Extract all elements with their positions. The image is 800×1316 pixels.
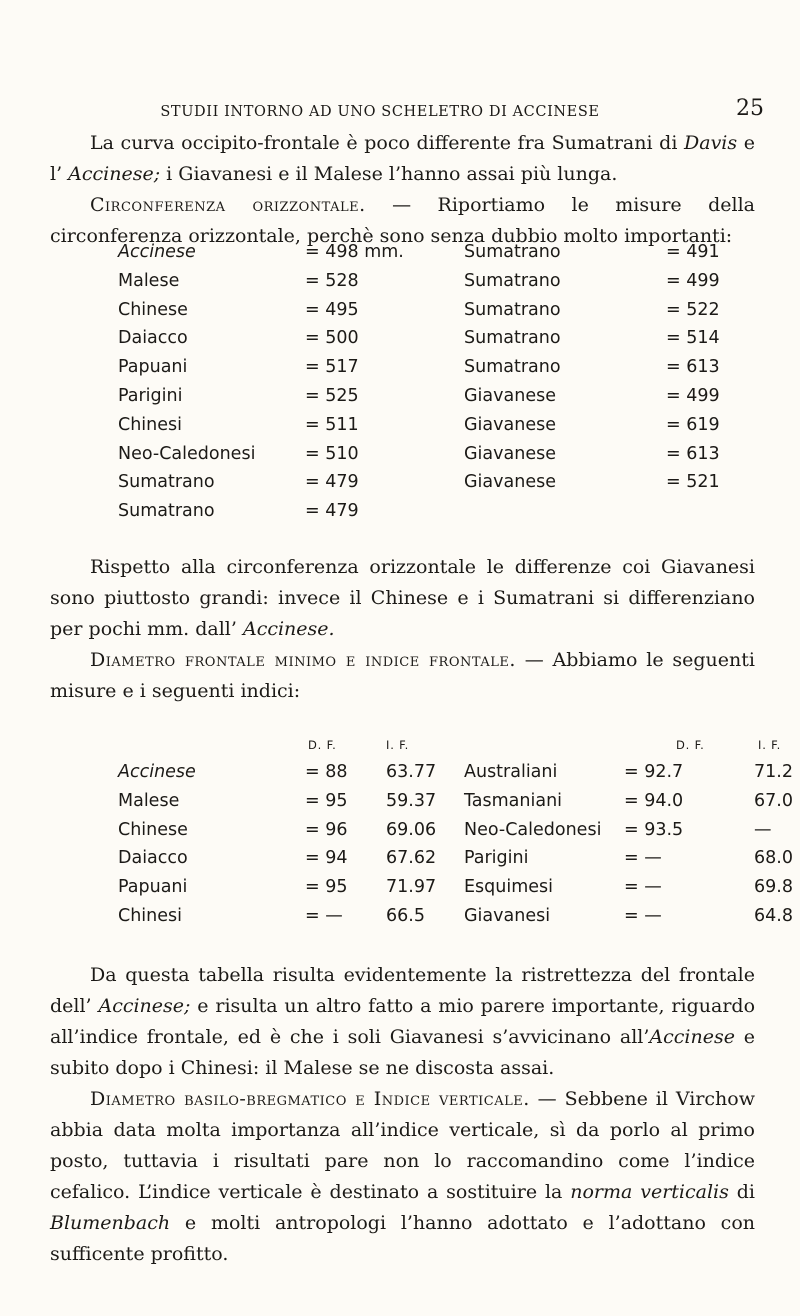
middle-paragraph (50, 552, 755, 645)
text-run: Accinese. (242, 618, 335, 640)
text-run: La curva occipito-frontale è poco differente fra Sumatrani di (90, 132, 685, 154)
measure-value: = 613 (666, 443, 720, 464)
section-paragraph (50, 645, 755, 707)
text-run: Rispetto alla circonferenza orizzontale le differenze coi Giavanesi sono piuttosto grandi: invece il Chinese e i Sumatrani si differenziano per pochi mm. dall’ (50, 556, 755, 640)
group-name: Daiacco (118, 848, 188, 869)
text-run: e molti antropologi l’hanno adottato e l’adottano con sufficente profitto. (50, 1212, 755, 1265)
group-name: Sumatrano (464, 242, 561, 262)
group-name: Daiacco (118, 328, 188, 349)
column-header-df: D. F. (676, 738, 705, 752)
text-run: — Abbiamo le seguenti misure e i seguenti indici: (50, 649, 755, 702)
group-name: Parigini (118, 386, 183, 406)
text-run: Davis (684, 132, 738, 154)
section-heading: Diametro basilo-bregmatico e Indice verticale. (90, 1088, 530, 1110)
group-name: Giavanese (464, 472, 556, 493)
table-row (118, 415, 798, 443)
frontal-diameter: = 95 (305, 877, 348, 898)
text-run: Accinese; (68, 163, 161, 185)
frontal-index: 67.0 (754, 790, 793, 811)
group-name: Giavanese (464, 443, 556, 464)
frontal-index: 63.77 (386, 762, 437, 782)
measure-value: = 521 (666, 472, 720, 493)
table-row (118, 328, 798, 356)
table-row (118, 300, 798, 328)
group-name: Sumatrano (118, 501, 215, 522)
measure-value: = 498 mm. (305, 242, 404, 262)
group-name: Papuani (118, 357, 188, 378)
text-run: Accinese (649, 1026, 735, 1048)
frontal-index: 67.62 (386, 848, 437, 869)
table-row (118, 877, 798, 905)
group-name: Tasmaniani (464, 790, 563, 811)
closing-paragraph (50, 960, 755, 1084)
table-row (118, 444, 798, 472)
group-name: Malese (118, 270, 180, 291)
measure-value: = 522 (666, 299, 720, 320)
frontal-diameter: = — (305, 906, 343, 926)
group-name: Sumatrano (464, 357, 561, 378)
group-name: Accinese (118, 242, 196, 262)
group-name: Parigini (464, 848, 529, 869)
table-row (118, 386, 798, 414)
frontal-diameter: = — (624, 848, 662, 869)
text-run: — Riportiamo le misure della circonferenza orizzontale, perchè sono senza dubbio molto importanti: (50, 194, 755, 247)
measure-value: = 479 (305, 472, 359, 493)
text-run: e risulta un altro fatto a mio parere importante, riguardo all’indice frontale, ed è che i soli Giavanesi s’avvicinano all’ (50, 995, 756, 1048)
text-run: e l’ (50, 132, 755, 185)
text-run: di (728, 1181, 756, 1203)
frontal-diameter: = 88 (305, 762, 348, 782)
table-row (118, 472, 798, 500)
middle-paragraphs (50, 552, 755, 707)
text-run: e subito dopo i Chinesi: il Malese se ne discosta assai. (50, 1026, 755, 1079)
measure-value: = 517 (305, 357, 359, 378)
frontal-index: 68.0 (754, 848, 793, 869)
table-row (118, 791, 798, 819)
table-row (118, 906, 798, 934)
group-name: Australiani (464, 762, 558, 782)
frontal-diameter: = 94 (305, 848, 348, 869)
table-row (118, 357, 798, 385)
frontal-diameter: = 93.5 (624, 819, 684, 840)
table-row (118, 820, 798, 848)
table-row (118, 271, 798, 299)
section-heading: Diametro frontale minimo e indice frontale. (90, 649, 516, 671)
frontal-index: 59.37 (386, 790, 437, 811)
group-name: Giavanese (464, 386, 556, 406)
frontal-index: 69.8 (754, 877, 793, 898)
measure-value: = 613 (666, 357, 720, 378)
measure-value: = 511 (305, 414, 359, 435)
group-name: Giavanese (464, 414, 556, 435)
column-header-if: I. F. (758, 738, 782, 752)
group-name: Accinese (118, 762, 196, 782)
intro-paragraph (50, 128, 755, 190)
table-row (118, 762, 798, 790)
measure-value: = 499 (666, 270, 720, 291)
group-name: Sumatrano (464, 270, 561, 291)
frontal-index: 71.2 (754, 762, 793, 782)
group-name: Malese (118, 790, 180, 811)
frontal-diameter: = 92.7 (624, 762, 684, 782)
group-name: Neo-Caledonesi (464, 819, 602, 840)
closing-paragraphs (50, 960, 755, 1270)
measure-value: = 500 (305, 328, 359, 349)
measure-value: = 479 (305, 501, 359, 522)
intro-paragraphs (50, 128, 755, 252)
text-run: norma verticalis (570, 1181, 729, 1203)
group-name: Chinese (118, 819, 188, 840)
table-row (118, 242, 798, 270)
measure-value: = 499 (666, 386, 720, 406)
text-run: Accinese; (98, 995, 191, 1017)
table-row (118, 848, 798, 876)
column-header-df: D. F. (308, 738, 337, 752)
group-name: Chinese (118, 299, 188, 320)
frontal-index: 66.5 (386, 906, 425, 926)
group-name: Chinesi (118, 414, 183, 435)
table-row (118, 501, 798, 529)
text-run: — Sebbene il Virchow abbia data molta importanza all’indice verticale, sì da porlo al primo posto, tuttavia i risultati pare non lo raccomandino come l’indice cefalico. L’indice verticale è destinato a sostituire la (50, 1088, 755, 1203)
running-title: STUDII INTORNO AD UNO SCHELETRO DI ACCINESE (160, 104, 600, 120)
frontal-index: 64.8 (754, 906, 793, 926)
measure-value: = 619 (666, 414, 720, 435)
frontal-diameter: = 96 (305, 819, 348, 840)
measure-value: = 525 (305, 386, 359, 406)
group-name: Papuani (118, 877, 188, 898)
group-name: Esquimesi (464, 877, 554, 898)
frontal-index: 71.97 (386, 877, 437, 898)
frontal-diameter: = — (624, 877, 662, 898)
section-heading: Circonferenza orizzontale. (90, 194, 366, 216)
measure-value: = 510 (305, 443, 359, 464)
group-name: Neo-Caledonesi (118, 443, 256, 464)
measure-value: = 528 (305, 270, 359, 291)
frontal-diameter: = — (624, 906, 662, 926)
group-name: Giavanesi (464, 906, 551, 926)
group-name: Sumatrano (464, 328, 561, 349)
measure-value: = 514 (666, 328, 720, 349)
frontal-index: — (754, 819, 772, 840)
frontal-diameter: = 95 (305, 790, 348, 811)
text-run: Blumenbach (50, 1212, 171, 1234)
group-name: Sumatrano (464, 299, 561, 320)
frontal-diameter: = 94.0 (624, 790, 684, 811)
group-name: Sumatrano (118, 472, 215, 493)
section-paragraph (50, 1084, 755, 1270)
group-name: Chinesi (118, 906, 183, 926)
measure-value: = 491 (666, 242, 720, 262)
measure-value: = 495 (305, 299, 359, 320)
page-number: 25 (736, 96, 764, 121)
frontal-index: 69.06 (386, 819, 437, 840)
text-run: Da questa tabella risulta evidentemente la ristrettezza del frontale dell’ (50, 964, 755, 1017)
column-header-if: I. F. (386, 738, 410, 752)
text-run: i Giavanesi e il Malese l’hanno assai più lunga. (160, 163, 618, 185)
